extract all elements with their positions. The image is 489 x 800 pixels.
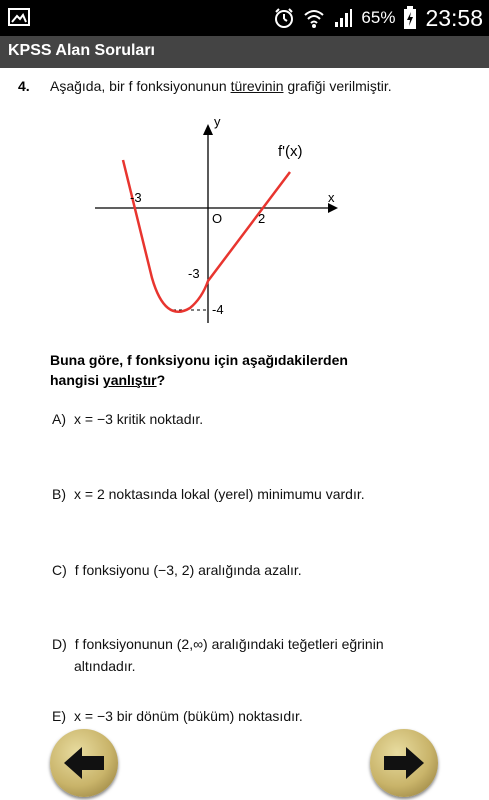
next-button[interactable] (370, 729, 438, 797)
question-text-part: grafiği verilmiştir. (283, 78, 392, 94)
question-number: 4. (18, 78, 30, 94)
arrow-left-icon (62, 743, 106, 783)
option-text: f fonksiyonunun (2,∞) aralığındaki teğetleri eğrinin (74, 636, 384, 652)
y-axis-arrow (203, 124, 213, 135)
option-letter: C) (52, 562, 67, 578)
prompt-line-2: hangisi (50, 372, 103, 388)
option-text: x = −3 bir dönüm (büküm) noktasıdır. (74, 708, 303, 724)
origin-label: O (212, 211, 223, 226)
arrow-right-icon (382, 743, 426, 783)
signal-icon (333, 8, 353, 28)
prompt-line-1: Buna göre, f fonksiyonu için aşağıdakilerden (50, 352, 348, 368)
option-letter: B) (52, 486, 66, 502)
question-content (0, 68, 489, 800)
option-text: x = 2 noktasında lokal (yerel) minimumu vardır. (74, 486, 365, 502)
option-letter: D) (52, 636, 67, 652)
question-prompt (50, 350, 450, 390)
status-bar (0, 0, 489, 36)
gallery-icon (8, 8, 30, 26)
battery-charging-icon (403, 6, 417, 30)
function-label: f'(x) (278, 143, 303, 160)
option-text: f fonksiyonu (−3, 2) aralığında azalır. (74, 562, 302, 578)
option-a[interactable] (52, 408, 482, 430)
x-tick-neg3: -3 (130, 190, 142, 205)
prev-button[interactable] (50, 729, 118, 797)
option-text-continued: altındadır. (74, 658, 136, 674)
clock: 23:58 (425, 4, 483, 31)
option-b[interactable] (52, 483, 482, 505)
prompt-underlined: yanlıştır (102, 372, 157, 388)
option-c[interactable] (52, 559, 482, 581)
x-axis-label: x (328, 190, 335, 205)
battery-percent: 65% (361, 8, 396, 27)
question-text-underlined: türevinin (230, 78, 284, 94)
option-e[interactable] (52, 705, 482, 727)
y-tick-neg3: -3 (188, 266, 200, 281)
alarm-icon (273, 7, 295, 29)
derivative-graph (90, 108, 350, 328)
prompt-end: ? (156, 372, 166, 388)
wifi-icon (303, 7, 325, 29)
x-tick-2: 2 (258, 211, 266, 226)
option-text: x = −3 kritik noktadır. (74, 411, 204, 427)
y-tick-neg4: -4 (212, 302, 224, 317)
app-bar (0, 36, 489, 68)
question-text (50, 78, 392, 94)
option-letter: A) (52, 411, 66, 427)
y-axis-label: y (214, 114, 221, 129)
option-d[interactable] (52, 633, 482, 677)
app-title: KPSS Alan Soruları (8, 42, 155, 59)
question-text-part: Aşağıda, bir f fonksiyonunun (50, 78, 231, 94)
option-letter: E) (52, 708, 66, 724)
derivative-curve (123, 160, 290, 312)
